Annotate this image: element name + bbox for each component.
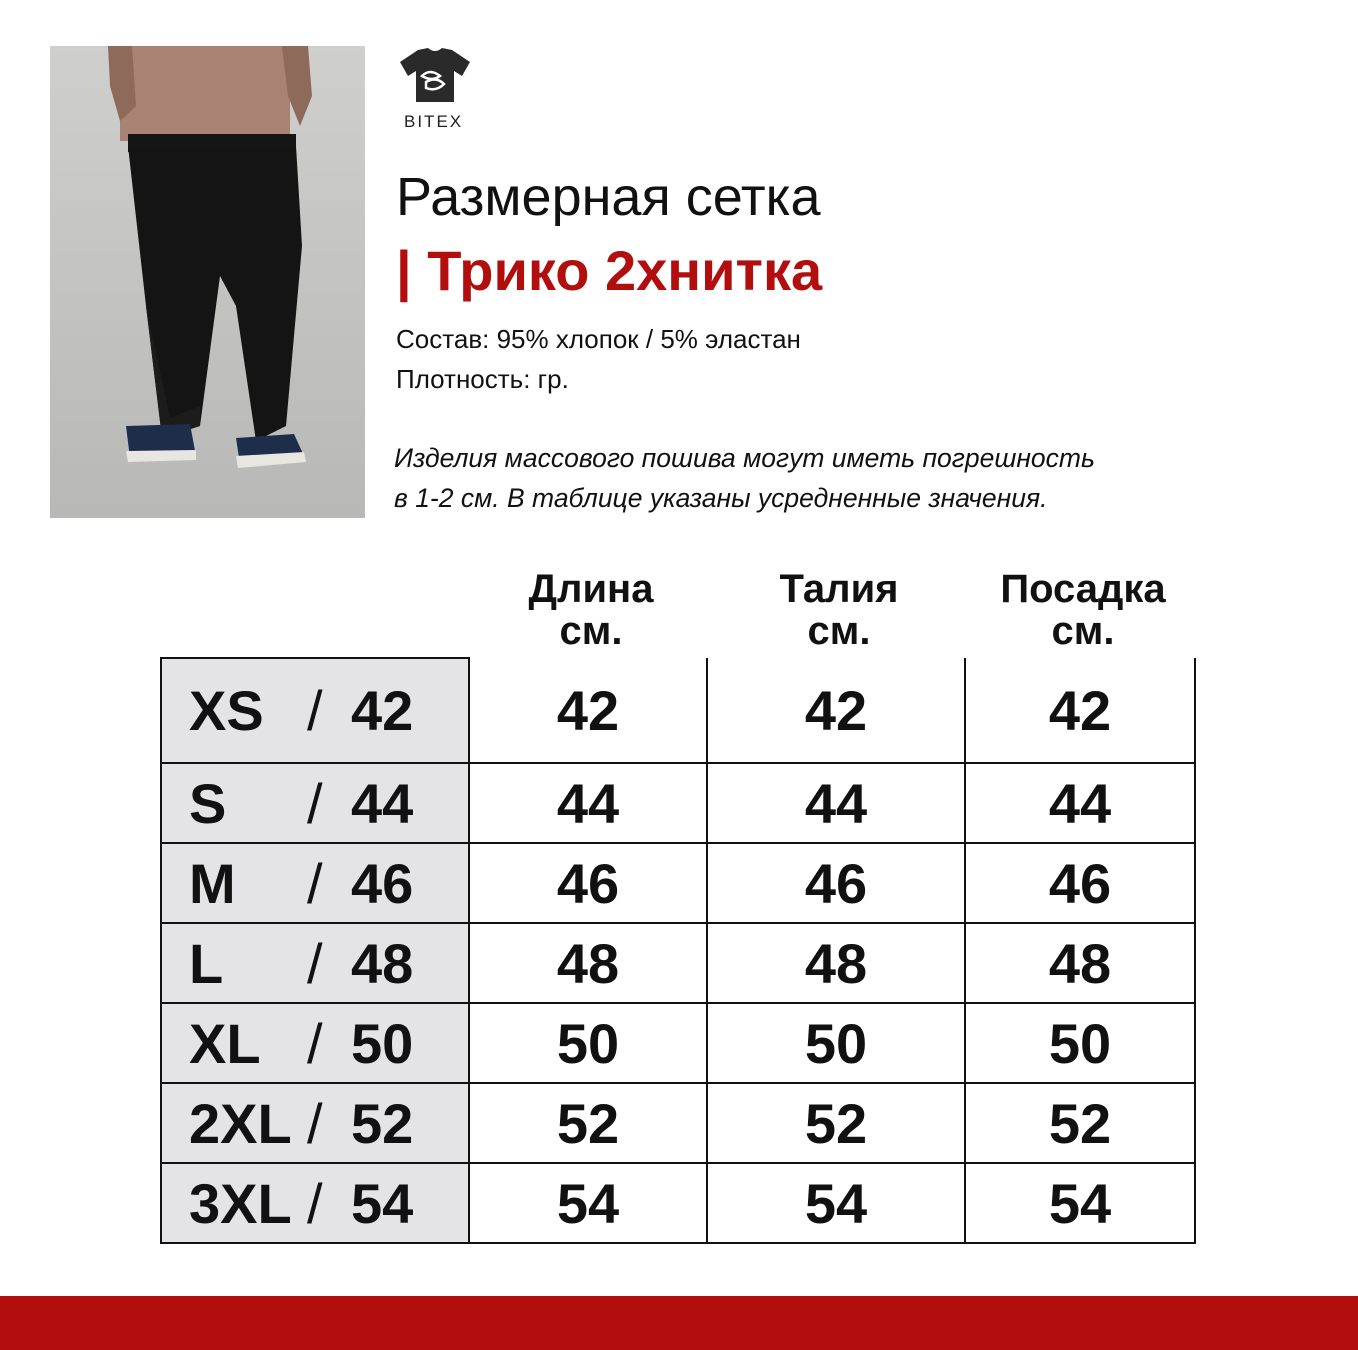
size-cell	[161, 1083, 469, 1163]
composition-text: Состав: 95% хлопок / 5% эластан	[396, 324, 801, 354]
waist-cell: 54	[707, 1163, 965, 1243]
waist-cell: 48	[707, 923, 965, 1003]
page-title: Размерная сетка	[396, 167, 821, 227]
size-cell	[161, 1003, 469, 1083]
tshirt-logo-icon	[396, 46, 474, 106]
size-table	[160, 657, 1196, 1244]
size-label: XS	[189, 679, 264, 742]
note-line: Изделия массового пошива могут иметь погрешность	[394, 443, 1095, 473]
rise-cell: 50	[965, 1003, 1195, 1083]
footer-accent-bar	[0, 1296, 1358, 1350]
size-separator: /	[307, 851, 323, 915]
table-row	[161, 658, 1195, 763]
size-cell	[161, 763, 469, 843]
rise-cell: 48	[965, 923, 1195, 1003]
column-unit: см.	[559, 609, 623, 653]
waist-cell: 50	[707, 1003, 965, 1083]
rise-cell: 52	[965, 1083, 1195, 1163]
ru-size: 48	[351, 931, 414, 995]
rise-cell: 46	[965, 843, 1195, 923]
column-unit: см.	[807, 609, 871, 653]
column-header-rise	[968, 568, 1198, 652]
waist-cell: 44	[707, 763, 965, 843]
length-cell: 42	[469, 658, 707, 763]
ru-size: 54	[351, 1171, 414, 1235]
size-label: L	[189, 931, 224, 995]
density-text: Плотность: гр.	[396, 364, 569, 394]
size-separator: /	[307, 1011, 323, 1075]
waist-cell: 46	[707, 843, 965, 923]
length-cell: 48	[469, 923, 707, 1003]
size-cell	[161, 658, 469, 763]
tolerance-note	[394, 438, 1095, 518]
brand-logo	[396, 46, 476, 106]
size-separator: /	[307, 1171, 323, 1235]
length-cell: 54	[469, 1163, 707, 1243]
size-label: M	[189, 851, 236, 915]
table-row	[161, 1003, 1195, 1083]
column-name: Талия	[779, 567, 899, 611]
size-label: S	[189, 771, 227, 835]
product-photo	[50, 46, 365, 518]
size-separator: /	[307, 1091, 323, 1155]
size-label: 2XL	[189, 1091, 292, 1155]
rise-cell: 54	[965, 1163, 1195, 1243]
size-label: XL	[189, 1011, 261, 1075]
length-cell: 50	[469, 1003, 707, 1083]
ru-size: 42	[351, 679, 414, 742]
length-cell: 44	[469, 763, 707, 843]
column-name: Посадка	[1000, 567, 1166, 611]
size-label: 3XL	[189, 1171, 292, 1235]
ru-size: 52	[351, 1091, 414, 1155]
length-cell: 46	[469, 843, 707, 923]
table-row	[161, 1083, 1195, 1163]
brand-name: BITEX	[404, 112, 464, 131]
table-row	[161, 843, 1195, 923]
size-separator: /	[307, 679, 323, 742]
size-cell	[161, 1163, 469, 1243]
size-separator: /	[307, 931, 323, 995]
waist-cell: 42	[707, 658, 965, 763]
model-pants-photo	[50, 46, 365, 518]
table-row	[161, 923, 1195, 1003]
rise-cell: 42	[965, 658, 1195, 763]
ru-size: 50	[351, 1011, 414, 1075]
column-name: Длина	[528, 567, 654, 611]
note-line: в 1-2 см. В таблице указаны усредненные значения.	[394, 483, 1048, 513]
waist-cell: 52	[707, 1083, 965, 1163]
size-cell	[161, 843, 469, 923]
column-header-waist	[710, 568, 968, 652]
ru-size: 46	[351, 851, 414, 915]
ru-size: 44	[351, 771, 414, 835]
table-row	[161, 1163, 1195, 1243]
table-row	[161, 763, 1195, 843]
size-separator: /	[307, 771, 323, 835]
product-subtitle: | Трико 2хнитка	[396, 239, 823, 302]
rise-cell: 44	[965, 763, 1195, 843]
length-cell: 52	[469, 1083, 707, 1163]
size-cell	[161, 923, 469, 1003]
column-unit: см.	[1051, 609, 1115, 653]
column-header-length	[472, 568, 710, 652]
